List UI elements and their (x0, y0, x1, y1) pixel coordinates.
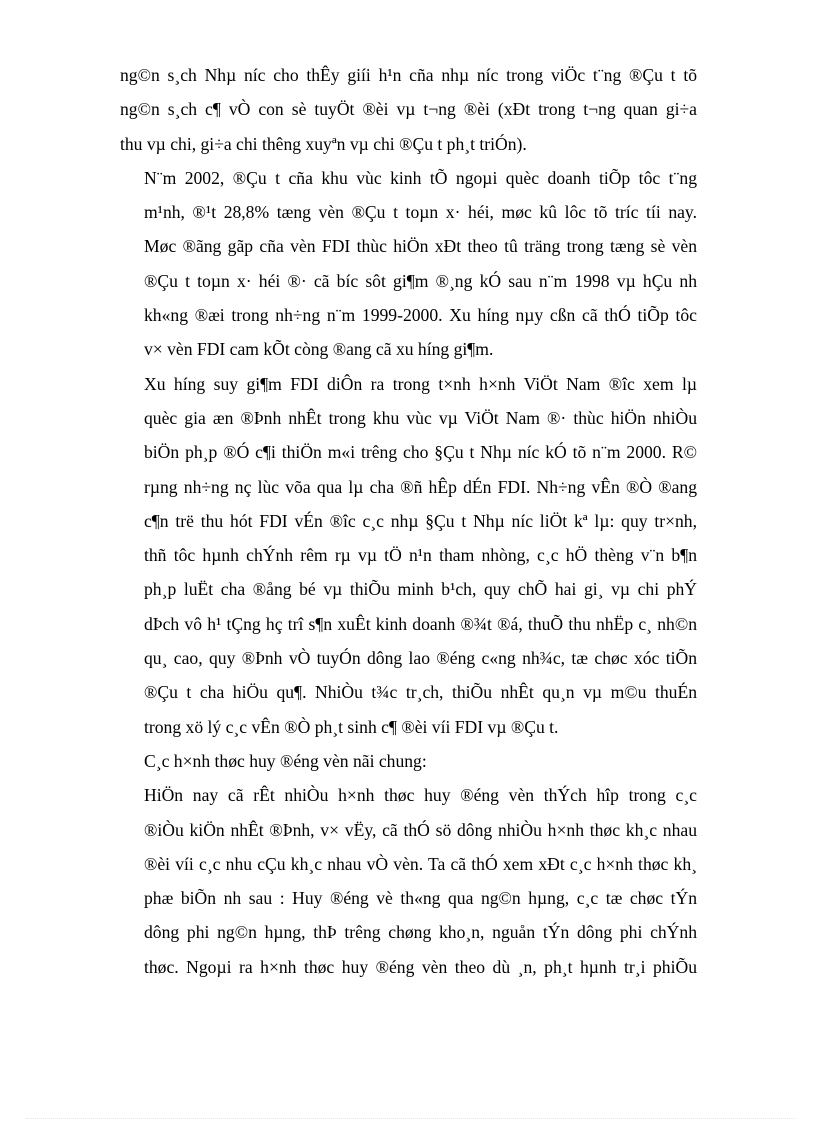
text-line: thu vµ chi, gi÷a chi thêng xuyªn vµ chi ®Çu t ph¸t triÓn). (120, 133, 527, 154)
page-bottom-divider (26, 1118, 796, 1119)
text-line: kh«ng ®æi trong nh÷ng n¨m 1999-2000. Xu híng nµy cßn cã thÓ tiÕp tôc (144, 305, 697, 326)
paragraph (120, 58, 697, 161)
text-line: biÖn ph¸p ®Ó c¶i thiÖn m«i trêng cho §Çu t Nhµ níc kÓ tõ n¨m 2000. R© (144, 442, 697, 463)
paragraph (120, 161, 697, 367)
text-line: ®Çu t toµn x· héi ®· cã bíc sôt gi¶m ®¸ng kÓ sau n¨m 1998 vµ hÇu nh (144, 270, 697, 291)
text-line: ®iÒu kiÖn nhÊt ®Þnh, v× vËy, cã thÓ sö dông nhiÒu h×nh thøc kh¸c nhau (144, 819, 697, 840)
text-line: C¸c h×nh thøc huy ®éng vèn nãi chung: (144, 750, 427, 771)
text-line: HiÖn nay cã rÊt nhiÒu h×nh thøc huy ®éng vèn thÝch hîp trong c¸c (144, 785, 697, 806)
text-line: dÞch vô h¹ tÇng hç trî s¶n xuÊt kinh doanh ®¾t ®á, thuÕ thu nhËp c¸ nh©n (144, 613, 697, 634)
text-line: rµng nh÷ng nç lùc võa qua lµ cha ®ñ hÊp dÉn FDI. Nh÷ng vÊn ®Ò ®ang (144, 476, 697, 497)
text-line: ng©n s¸ch Nhµ níc cho thÊy giíi h¹n cña nhµ níc trong viÖc t¨ng ®Çu t tõ (120, 65, 697, 85)
body-text (120, 58, 697, 984)
text-line: c¶n trë thu hót FDI vÉn ®îc c¸c nhµ §Çu t Nhµ níc liÖt kª lµ: quy tr×nh, (144, 510, 697, 531)
text-line: dông phi ng©n hµng, thÞ trêng chøng kho¸n, nguån tÝn dông phi chÝnh (144, 922, 697, 943)
paragraph (120, 367, 697, 744)
text-line: v× vèn FDI cam kÕt còng ®ang cã xu híng gi¶m. (144, 339, 494, 360)
paragraph (120, 744, 697, 778)
text-line: ®èi víi c¸c nhu cÇu kh¸c nhau vÒ vèn. Ta cã thÓ xem xÐt c¸c h×nh thøc kh¸ (144, 853, 697, 874)
paragraph (120, 778, 697, 984)
text-line: ®Çu t cha hiÖu qu¶. NhiÒu t¾c tr¸ch, thiÕu nhÊt qu¸n vµ m©u thuÉn (144, 682, 697, 703)
text-line: Xu híng suy gi¶m FDI diÔn ra trong t×nh h×nh ViÖt Nam ®îc xem lµ (144, 373, 697, 394)
text-line: qu¸ cao, quy ®Þnh vÒ tuyÓn dông lao ®éng c«ng nh¾c, tæ chøc xóc tiÕn (144, 648, 697, 669)
text-line: trong xö lý c¸c vÊn ®Ò ph¸t sinh c¶ ®èi víi FDI vµ ®Çu t. (144, 716, 559, 737)
text-line: phæ biÕn nh sau : Huy ®éng vè th«ng qua ng©n hµng, c¸c tæ chøc tÝn (144, 888, 697, 909)
text-line: N¨m 2002, ®Çu t cña khu vùc kinh tÕ ngoµi quèc doanh tiÕp tôc t¨ng (144, 167, 697, 188)
text-line: ng©n s¸ch c¶ vÒ con sè tuyÖt ®èi vµ t¬ng ®èi (xÐt trong t¬ng quan gi÷a (120, 99, 697, 120)
text-line: Møc ®ãng gãp cña vèn FDI thùc hiÖn xÐt theo tû träng trong tæng sè vèn (144, 236, 697, 257)
text-line: m¹nh, ®¹t 28,8% tæng vèn ®Çu t toµn x· héi, møc kû lôc tõ tríc tíi nay. (144, 202, 697, 223)
text-line: ph¸p luËt cha ®ång bé vµ thiÕu minh b¹ch, quy chÕ hai gi¸ vµ chi phÝ (144, 579, 697, 600)
text-line: quèc gia æn ®Þnh nhÊt trong khu vùc vµ ViÖt Nam ®· thùc hiÖn nhiÒu (144, 407, 697, 428)
text-line: thñ tôc hµnh chÝnh rêm rµ vµ tÖ n¹n tham nhòng, c¸c hÖ thèng v¨n b¶n (144, 545, 697, 566)
text-line: thøc. Ngoµi ra h×nh thøc huy ®éng vèn theo dù ¸n, ph¸t hµnh tr¸i phiÕu (144, 956, 697, 977)
